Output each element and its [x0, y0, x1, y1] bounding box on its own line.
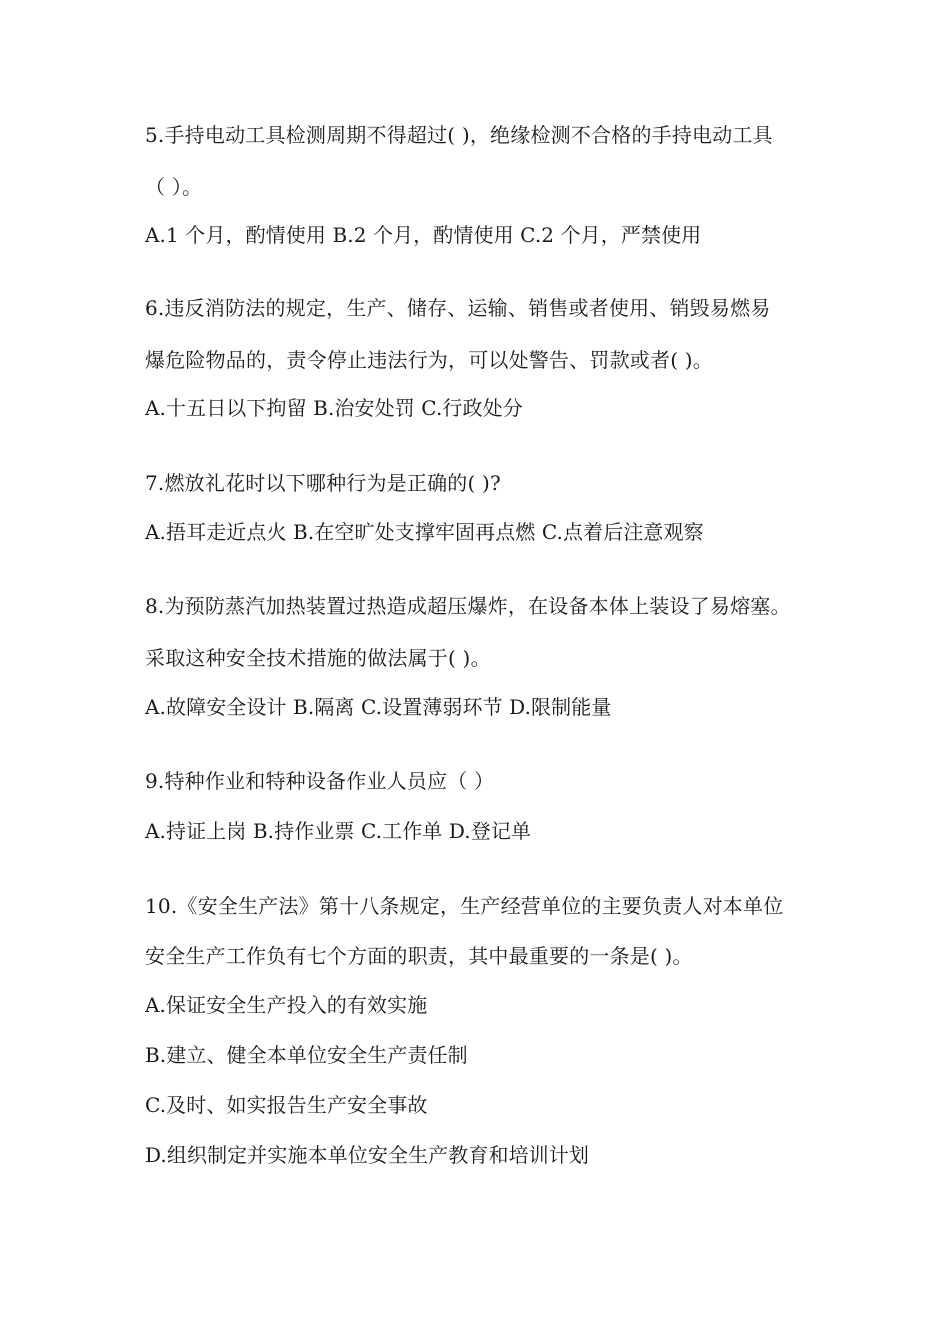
question-8-line-2: 采取这种安全技术措施的做法属于( )。 — [145, 646, 491, 670]
question-10-option-d: D.组织制定并实施本单位安全生产教育和培训计划 — [145, 1143, 589, 1167]
question-6-line-1: 6.违反消防法的规定，生产、储存、运输、销售或者使用、销毁易燃易 — [145, 296, 771, 320]
question-5-line-2: （ ）。 — [145, 175, 203, 199]
question-10-option-b: B.建立、健全本单位安全生产责任制 — [145, 1043, 468, 1067]
question-8-options: A.故障安全设计 B.隔离 C.设置薄弱环节 D.限制能量 — [145, 695, 612, 719]
question-6-line-2: 爆危险物品的，责令停止违法行为，可以处警告、罚款或者( )。 — [145, 348, 713, 372]
question-5-line-1: 5.手持电动工具检测周期不得超过( )，绝缘检测不合格的手持电动工具 — [145, 123, 773, 147]
question-6-options: A.十五日以下拘留 B.治安处罚 C.行政处分 — [145, 396, 523, 420]
question-7-options: A.捂耳走近点火 B.在空旷处支撑牢固再点燃 C.点着后注意观察 — [145, 520, 704, 544]
question-9-options: A.持证上岗 B.持作业票 C.工作单 D.登记单 — [145, 819, 532, 843]
question-10-option-a: A.保证安全生产投入的有效实施 — [145, 993, 428, 1017]
question-10-option-c: C.及时、如实报告生产安全事故 — [145, 1093, 428, 1117]
question-9-line-1: 9.特种作业和特种设备作业人员应（ ） — [145, 769, 495, 793]
question-8-line-1: 8.为预防蒸汽加热装置过热造成超压爆炸，在设备本体上装设了易熔塞。 — [145, 594, 791, 618]
question-10-line-1: 10.《安全生产法》第十八条规定，生产经营单位的主要负责人对本单位 — [145, 894, 784, 918]
question-7-line-1: 7.燃放礼花时以下哪种行为是正确的( )? — [145, 471, 501, 495]
question-10-line-2: 安全生产工作负有七个方面的职责，其中最重要的一条是( )。 — [145, 944, 693, 968]
question-5-options: A.1 个月，酌情使用 B.2 个月，酌情使用 C.2 个月，严禁使用 — [145, 223, 702, 247]
